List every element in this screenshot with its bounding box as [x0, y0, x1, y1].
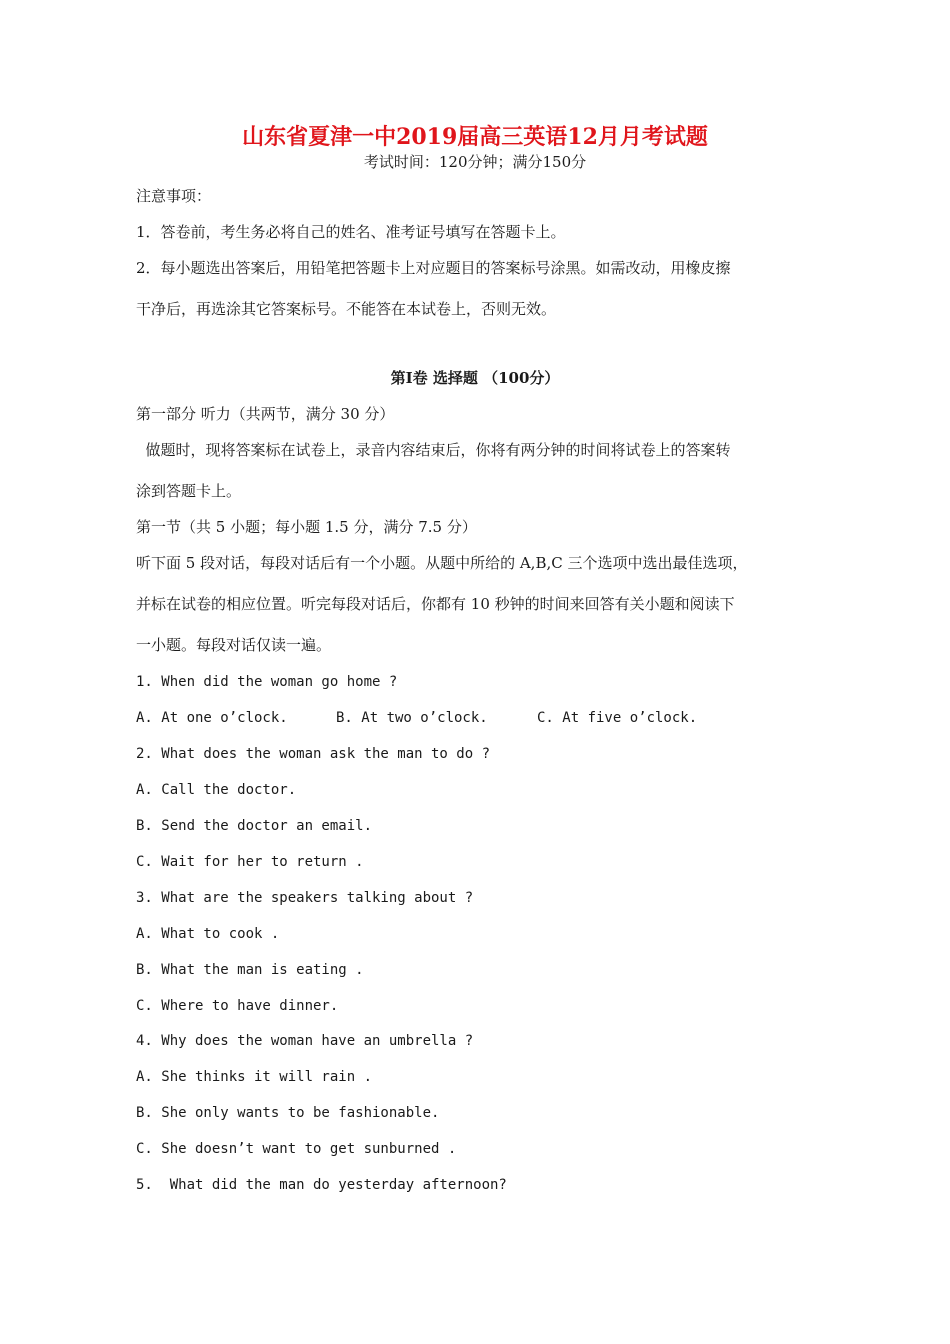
volume-heading: 第I卷 选择题 （100分） — [390, 369, 560, 387]
question-1-option-b: B. At two o’clock. — [336, 710, 488, 726]
question-3-option-a: A. What to cook . — [136, 926, 280, 942]
question-2-option-b: B. Send the doctor an email. — [136, 818, 373, 834]
part1-instruction-line-2: 涂到答题卡上。 — [136, 482, 242, 500]
question-4-option-b: B. She only wants to be fashionable. — [136, 1105, 440, 1121]
notice-heading: 注意事项： — [136, 187, 212, 205]
part1-instruction-line-1: 做题时，现将答案标在试卷上，录音内容结束后，你将有两分钟的时间将试卷上的答案转 — [136, 441, 731, 459]
question-3-stem: 3. What are the speakers talking about ? — [136, 890, 474, 906]
exam-subtitle: 考试时间：120分钟；满分150分 — [363, 153, 587, 171]
question-4-stem: 4. Why does the woman have an umbrella ? — [136, 1033, 474, 1049]
question-2-stem: 2. What does the woman ask the man to do ? — [136, 746, 491, 762]
part1-heading: 第一部分 听力（共两节，满分 30 分） — [136, 405, 395, 423]
question-3-option-b: B. What the man is eating . — [136, 962, 364, 978]
section1-heading: 第一节（共 5 小题；每小题 1.5 分，满分 7.5 分） — [136, 518, 477, 536]
section1-instruction-line-2: 并标在试卷的相应位置。听完每段对话后，你都有 10 秒钟的时间来回答有关小题和阅读下 — [136, 595, 735, 613]
question-1-stem: 1. When did the woman go home ? — [136, 674, 398, 690]
exam-title: 山东省夏津一中2019届高三英语12月月考试题 — [242, 124, 708, 150]
section1-instruction-line-1: 听下面 5 段对话，每段对话后有一个小题。从题中所给的 A,B,C 三个选项中选出最佳选项， — [136, 554, 748, 572]
notice-item-1: 1．答卷前，考生务必将自己的姓名、准考证号填写在答题卡上。 — [136, 223, 566, 241]
question-2-option-c: C. Wait for her to return . — [136, 854, 364, 870]
question-5-stem: 5. What did the man do yesterday afternoon? — [136, 1177, 507, 1193]
question-4-option-c: C. She doesn’t want to get sunburned . — [136, 1141, 457, 1157]
question-2-option-a: A. Call the doctor. — [136, 782, 297, 798]
question-4-option-a: A. She thinks it will rain . — [136, 1069, 373, 1085]
question-1-option-a: A. At one o’clock. — [136, 710, 288, 726]
section1-instruction-line-3: 一小题。每段对话仅读一遍。 — [136, 636, 332, 654]
notice-item-2-line-1: 2．每小题选出答案后，用铅笔把答题卡上对应题目的答案标号涂黑。如需改动，用橡皮擦 — [136, 259, 731, 277]
question-3-option-c: C. Where to have dinner. — [136, 998, 339, 1014]
question-1-option-c: C. At five o’clock. — [537, 710, 698, 726]
notice-item-2-line-2: 干净后，再选涂其它答案标号。不能答在本试卷上，否则无效。 — [136, 300, 557, 318]
